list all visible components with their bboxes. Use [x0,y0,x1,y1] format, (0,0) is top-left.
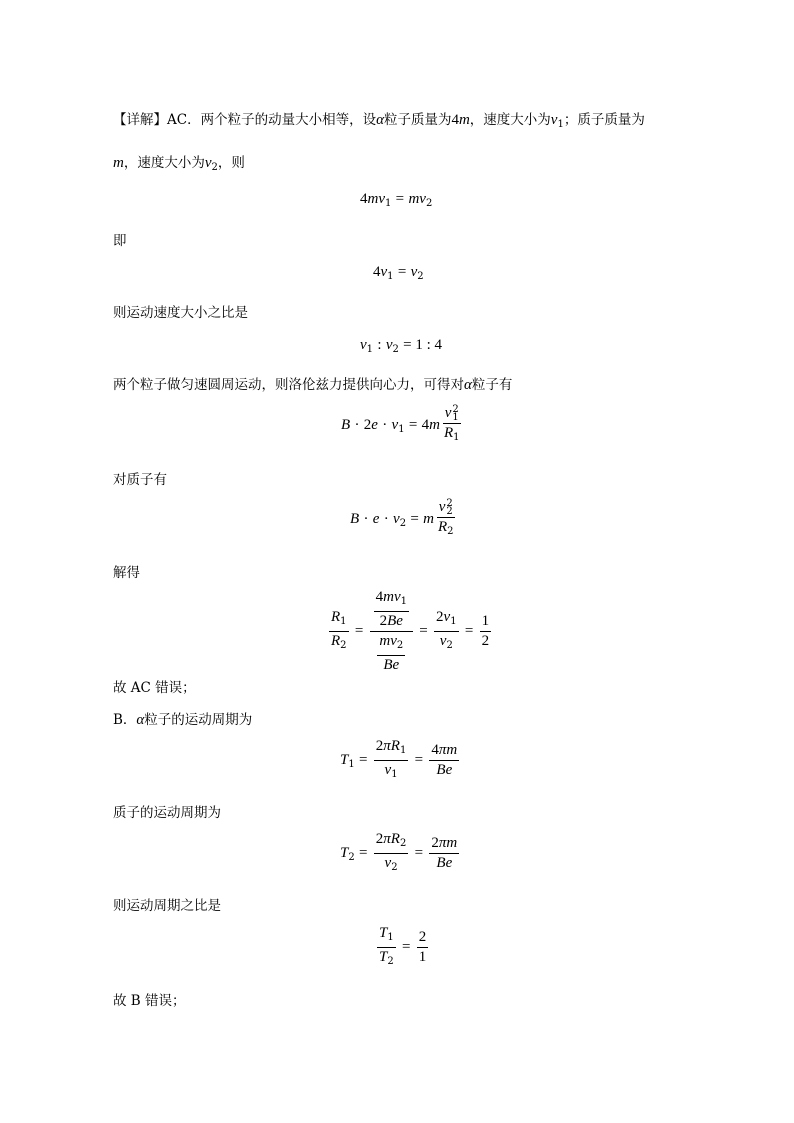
equation-alpha-period: $T_1$ = $\frac{2\pi R_1}{v_1}$ = $\frac{4\pi m}{Be}$ [340,738,458,780]
text-ac-wrong: 故 AC 错误； [113,680,196,696]
analysis-line-2: m，速度大小为$v_2$，则 [113,155,245,173]
equation-speed-ratio: $v_1$ : $v_2 = 1$ : 4 [360,337,443,355]
text-solve: 解得 [113,565,140,581]
text-proton: 对质子有 [113,472,167,488]
text-speed-ratio: 则运动速度大小之比是 [113,305,248,321]
text-ji: 即 [113,233,127,249]
text-b-wrong: 故 B 错误； [113,993,186,1009]
equation-momentum: $4mv_1 = mv_2$ [360,191,433,209]
text-proton-period: 质子的运动周期为 [113,805,221,821]
equation-proton-force: $B \cdot e \cdot v_2 = m$ v 2 2 $R_2$ [350,497,454,537]
text-b-alpha-period: B．α粒子的运动周期为 [113,712,253,728]
text-lorentz: 两个粒子做匀速圆周运动，则洛伦兹力提供向心力，可得对α粒子有 [113,377,513,393]
equation-alpha-force: $B \cdot 2e \cdot v_1 = 4m$ v 2 1 $R_1$ [341,403,460,443]
equation-velocity: $4v_1 = v_2$ [373,264,424,282]
equation-proton-period: $T_2$ = $\frac{2\pi R_2}{v_2}$ = $\frac{2\pi m}{Be}$ [340,831,458,873]
analysis-line-1: 【详解】AC．两个粒子的动量大小相等，设α粒子质量为4m，速度大小为$v_1$；质子质量为 [113,112,645,130]
equation-radius-ratio: $\frac{R_1}{R_2}$ = $\frac{\frac{4mv_1}{2Be}}{\frac{mv_2}{Be}}$ = $\frac{2v_1}{v_2}$ = $\frac{1}{2}$ [331,589,490,673]
text-period-ratio: 则运动周期之比是 [113,898,221,914]
equation-period-ratio: $\frac{T_1}{T_2}$ = $\frac{2}{1}$ [379,925,427,967]
